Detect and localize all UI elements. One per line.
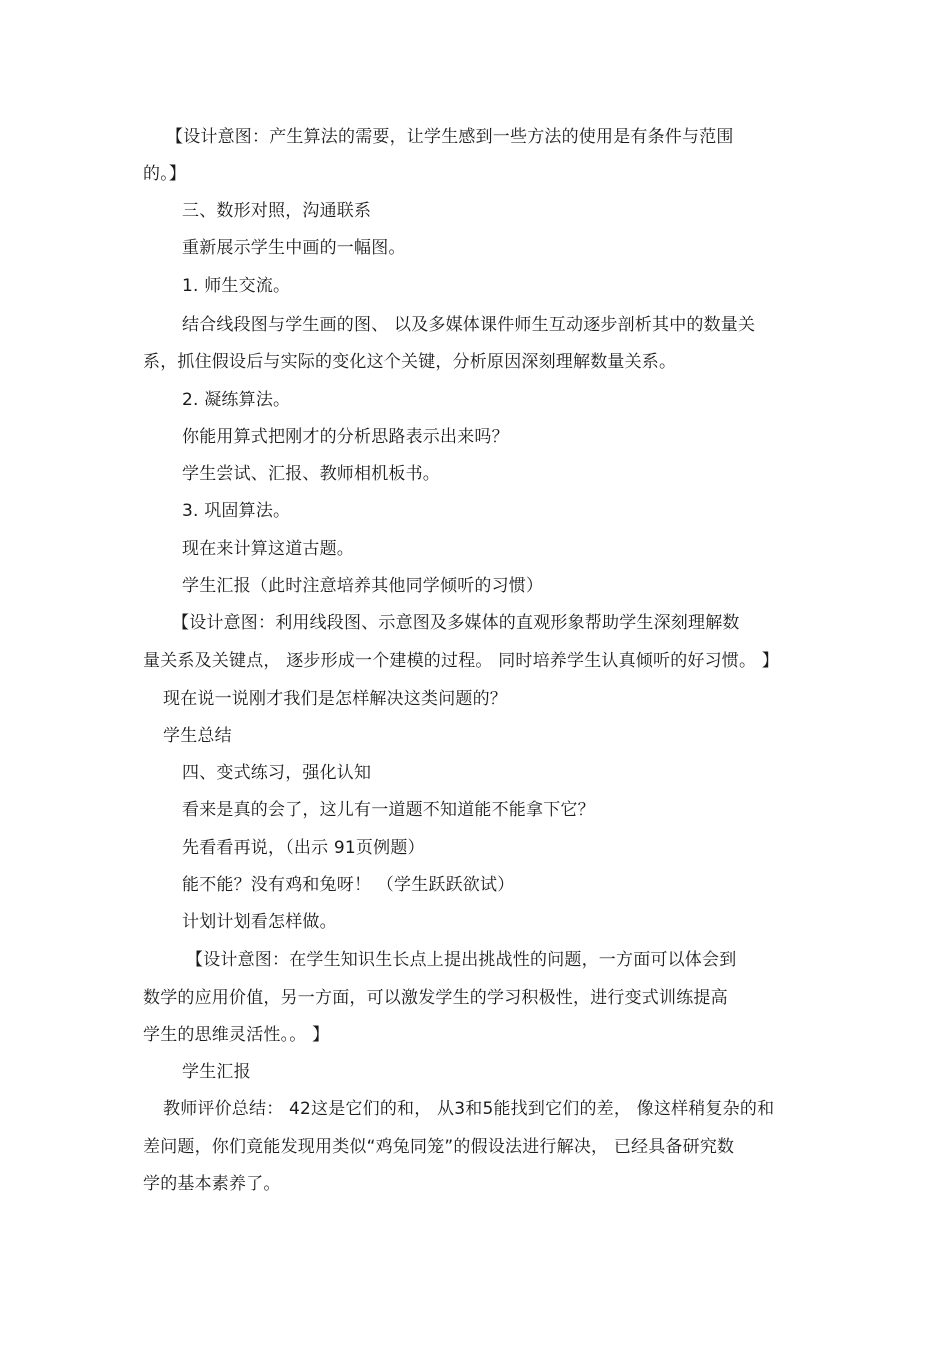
text-line: 教师评价总结： 42这是它们的和， 从3和5能找到它们的差， 像这样稍复杂的和 xyxy=(163,1099,775,1119)
text-line: 学生汇报 xyxy=(182,1062,251,1082)
text-line: 的。】 xyxy=(143,164,187,184)
text-line: 结合线段图与学生画的图、 以及多媒体课件师生互动逐步剖析其中的数量关 xyxy=(182,315,756,335)
text-line: 量关系及关键点， 逐步形成一个建模的过程。 同时培养学生认真倾听的好习惯。 】 xyxy=(143,651,780,671)
text-line: 系，抓住假设后与实际的变化这个关键，分析原因深刻理解数量关系。 xyxy=(143,352,677,372)
text-line: 【设计意图：利用线段图、示意图及多媒体的直观形象帮助学生深刻理解数 xyxy=(172,613,740,633)
text-line: 现在说一说刚才我们是怎样解决这类问题的？ xyxy=(163,689,507,709)
text-line: 重新展示学生中画的一幅图。 xyxy=(182,238,406,258)
section-heading: 三、数形对照，沟通联系 xyxy=(182,201,372,221)
text-line: 学生汇报（此时注意培养其他同学倾听的习惯） xyxy=(182,576,544,596)
text-line: 学生的思维灵活性。。 】 xyxy=(143,1025,330,1045)
section-heading: 四、变式练习，强化认知 xyxy=(182,763,372,783)
text-line: 【设计意图：在学生知识生长点上提出挑战性的问题，一方面可以体会到 xyxy=(186,950,737,970)
text-line: 数学的应用价值，另一方面，可以激发学生的学习积极性，进行变式训练提高 xyxy=(143,988,728,1008)
text-line: 2. 凝练算法。 xyxy=(182,390,291,410)
text-line: 【设计意图：产生算法的需要，让学生感到一些方法的使用是有条件与范围 xyxy=(166,127,734,147)
text-line: 先看看再说，（出示 91页例题） xyxy=(182,838,425,858)
text-line: 学生总结 xyxy=(163,726,232,746)
text-line: 差问题，你们竟能发现用类似“鸡兔同笼”的假设法进行解决， 已经具备研究数 xyxy=(143,1137,735,1157)
text-line: 学的基本素养了。 xyxy=(143,1174,281,1194)
text-line: 你能用算式把刚才的分析思路表示出来吗？ xyxy=(182,427,509,447)
text-line: 1. 师生交流。 xyxy=(182,276,291,296)
text-line: 3. 巩固算法。 xyxy=(182,501,291,521)
text-line: 能不能？没有鸡和兔呀！ （学生跃跃欲试） xyxy=(182,875,515,895)
text-line: 学生尝试、汇报、教师相机板书。 xyxy=(182,464,440,484)
text-line: 看来是真的会了，这儿有一道题不知道能不能拿下它？ xyxy=(182,800,595,820)
text-line: 计划计划看怎样做。 xyxy=(182,912,337,932)
text-line: 现在来计算这道古题。 xyxy=(182,539,354,559)
